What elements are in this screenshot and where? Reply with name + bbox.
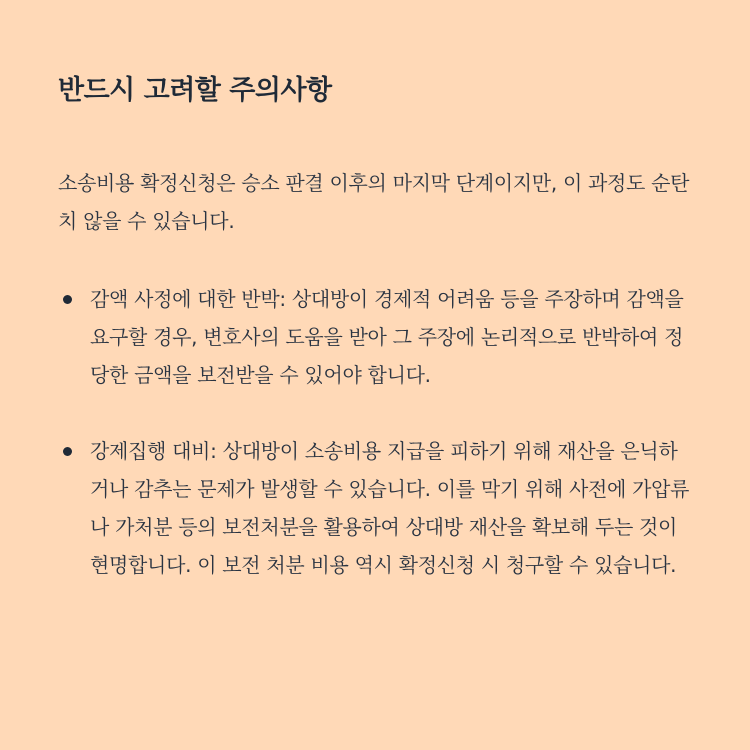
list-item-text: 감액 사정에 대한 반박: 상대방이 경제적 어려움 등을 주장하며 감액을 요구할 경우, 변호사의 도움을 받아 그 주장에 논리적으로 반박하여 정당한 금액을 보전받을 수 있어야 합니다. bbox=[90, 287, 684, 387]
list-item-text: 강제집행 대비: 상대방이 소송비용 지급을 피하기 위해 재산을 은닉하거나 감추는 문제가 발생할 수 있습니다. 이를 막기 위해 사전에 가압류나 가처분 등의 보전처분을 활용하여 상대방 재산을 확보해 두는 것이 현명합니다. 이 보전 처분 비용 역시 확정신청 시 청구할 수 있습니다. bbox=[90, 439, 690, 577]
bullet-dot-icon bbox=[63, 295, 72, 304]
intro-paragraph: 소송비용 확정신청은 승소 판결 이후의 마지막 단계이지만, 이 과정도 순탄치 않을 수 있습니다. bbox=[58, 171, 690, 233]
caution-list bbox=[58, 280, 690, 584]
page-title: 반드시 고려할 주의사항 bbox=[58, 75, 332, 106]
list-item bbox=[58, 432, 690, 584]
bullet-dot-icon bbox=[63, 447, 72, 456]
list-item bbox=[58, 280, 690, 394]
